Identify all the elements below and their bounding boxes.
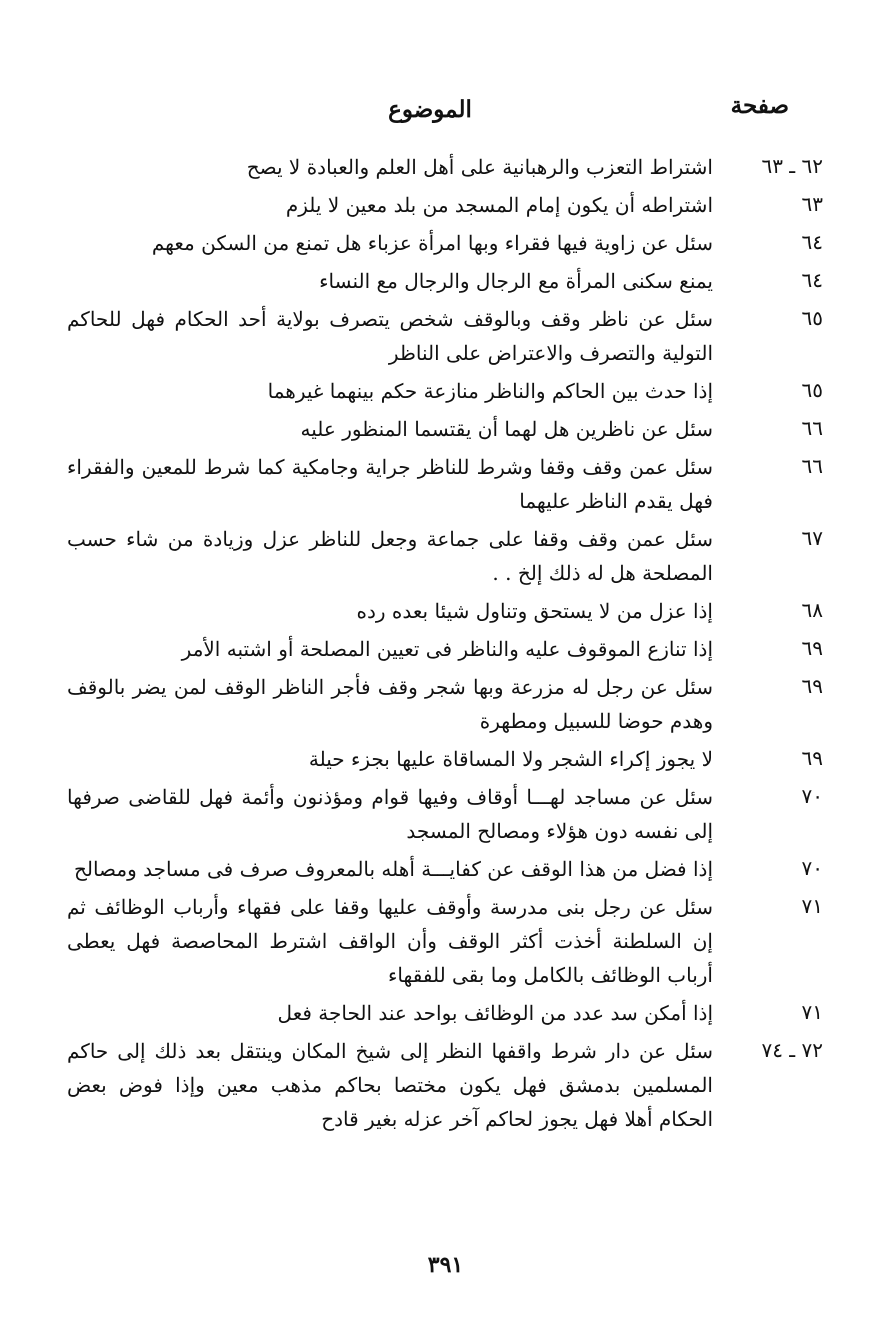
- entry-title: سئل عن مساجد لهـــا أوقاف وفيها قوام ومؤذنون وأئمة فهل للقاضى صرفها إلى نفسه دون هؤلاء ومصالح المسجد: [67, 785, 713, 843]
- toc-entries: [63, 150, 823, 1140]
- entry-page-number: ٦٢ ـ ٦٣: [761, 154, 823, 178]
- toc-entry: [63, 374, 823, 408]
- entry-title: سئل عن رجل له مزرعة وبها شجر وقف فأجر الناظر الوقف لمن يضر بالوقف وهدم حوضا للسبيل ومطهرة: [67, 675, 713, 733]
- toc-entry: [63, 1034, 823, 1136]
- entry-page-number: ٦٩: [801, 674, 823, 698]
- entry-page-number: ٧١: [801, 1000, 823, 1024]
- entry-title: إذا تنازع الموقوف عليه والناظر فى تعيين المصلحة أو اشتبه الأمر: [181, 637, 713, 661]
- toc-entry: [63, 412, 823, 446]
- entry-title: إذا فضل من هذا الوقف عن كفايـــة أهله بالمعروف صرف فى مساجد ومصالح: [73, 857, 713, 881]
- entry-page-number: ٦٥: [801, 306, 823, 330]
- toc-entry: [63, 450, 823, 518]
- entry-page-number: ٦٥: [801, 378, 823, 402]
- page-column-heading: صفحة: [730, 92, 789, 119]
- entry-page-number: ٦٨: [801, 598, 823, 622]
- topic-column-heading: الموضوع: [388, 96, 472, 123]
- entry-title: سئل عن زاوية فيها فقراء وبها امرأة عزباء هل تمنع من السكن معهم: [151, 231, 713, 255]
- toc-entry: [63, 594, 823, 628]
- toc-entry: [63, 670, 823, 738]
- page-number: ٣٩١: [427, 1252, 464, 1278]
- toc-entry: [63, 188, 823, 222]
- entry-title: إذا عزل من لا يستحق وتناول شيئا بعده رده: [356, 599, 713, 623]
- entry-title: سئل عمن وقف وقفا على جماعة وجعل للناظر عزل وزيادة من شاء حسب المصلحة هل له ذلك إلخ . .: [67, 527, 713, 585]
- entry-page-number: ٦٤: [801, 268, 823, 292]
- entry-page-number: ٧٠: [801, 784, 823, 808]
- entry-page-number: ٦٧: [801, 526, 823, 550]
- entry-title: إذا أمكن سد عدد من الوظائف بواحد عند الحاجة فعل: [277, 1001, 713, 1025]
- entry-title: إذا حدث بين الحاكم والناظر منازعة حكم بينهما غيرهما: [267, 379, 713, 403]
- toc-entry: [63, 780, 823, 848]
- entry-page-number: ٧٢ ـ ٧٤: [761, 1038, 823, 1062]
- entry-title: سئل عمن وقف وقفا وشرط للناظر جراية وجامكية كما شرط للمعين والفقراء فهل يقدم الناظر عليهما: [67, 455, 713, 513]
- entry-title: سئل عن رجل بنى مدرسة وأوقف عليها وقفا على فقهاء وأرباب الوظائف ثم إن السلطنة أخذت أكثر الوقف وأن الواقف اشترط المحاصصة فهل يعطى أرباب الوظائف بالكامل وما بقى للفقهاء: [67, 895, 713, 987]
- toc-entry: [63, 150, 823, 184]
- entry-page-number: ٦٩: [801, 746, 823, 770]
- entry-title: سئل عن دار شرط واقفها النظر إلى شيخ المكان وينتقل بعد ذلك إلى حاكم المسلمين بدمشق فهل يكون مختصا بحاكم مذهب معين وإذا فوض بعض الحكام أهلا فهل يجوز لحاكم آخر عزله بغير قادح: [67, 1039, 713, 1131]
- toc-entry: [63, 522, 823, 590]
- entry-page-number: ٦٦: [801, 416, 823, 440]
- toc-entry: [63, 890, 823, 992]
- entry-title: سئل عن ناظرين هل لهما أن يقتسما المنظور عليه: [300, 417, 713, 441]
- toc-entry: [63, 852, 823, 886]
- toc-header: [0, 92, 891, 132]
- entry-page-number: ٧٠: [801, 856, 823, 880]
- toc-entry: [63, 302, 823, 370]
- entry-page-number: ٦٦: [801, 454, 823, 478]
- entry-title: اشتراطه أن يكون إمام المسجد من بلد معين لا يلزم: [285, 193, 713, 217]
- toc-entry: [63, 632, 823, 666]
- toc-entry: [63, 742, 823, 776]
- toc-entry: [63, 226, 823, 260]
- toc-entry: [63, 996, 823, 1030]
- entry-page-number: ٦٤: [801, 230, 823, 254]
- entry-title: اشتراط التعزب والرهبانية على أهل العلم والعبادة لا يصح: [246, 155, 713, 179]
- entry-title: يمنع سكنى المرأة مع الرجال والرجال مع النساء: [319, 269, 713, 293]
- toc-entry: [63, 264, 823, 298]
- entry-page-number: ٦٣: [801, 192, 823, 216]
- entry-page-number: ٦٩: [801, 636, 823, 660]
- entry-page-number: ٧١: [801, 894, 823, 918]
- entry-title: سئل عن ناظر وقف وبالوقف شخص يتصرف بولاية أحد الحكام فهل للحاكم التولية والتصرف والاعتراض على الناظر: [67, 307, 713, 365]
- entry-title: لا يجوز إكراء الشجر ولا المساقاة عليها بجزء حيلة: [308, 747, 713, 771]
